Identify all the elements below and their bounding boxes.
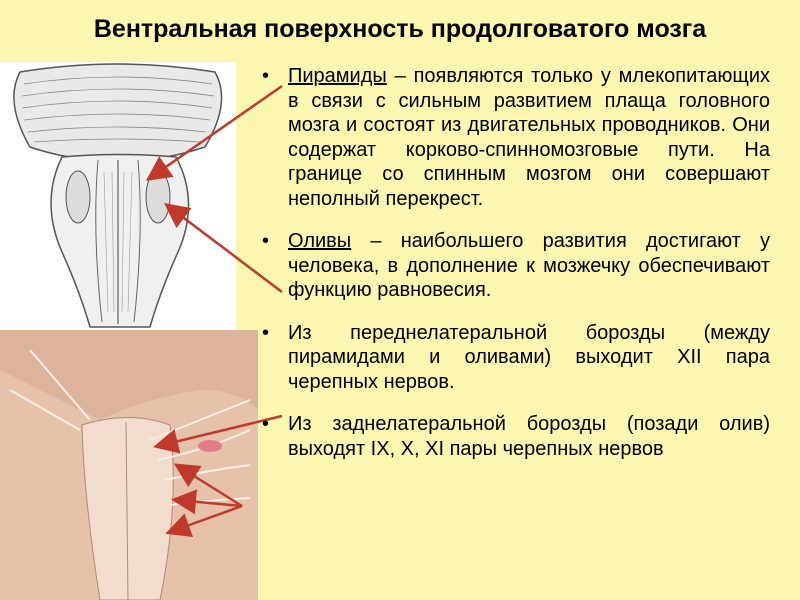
medulla-anatomy-image bbox=[0, 330, 258, 600]
text-olives: – наибольшего развития достигают у человека, в дополнение к мозжечку обеспечивают функцию равновесия. bbox=[288, 230, 770, 301]
text-anterolateral-sulcus: Из переднелатеральной борозды (между пирамидами и оливами) выходит XII пара черепных нервов. bbox=[288, 321, 770, 393]
bullet-glyph: • bbox=[262, 413, 270, 435]
slide-title: Вентральная поверхность продолговатого мозга bbox=[93, 15, 707, 43]
bullet-glyph: • bbox=[262, 230, 270, 252]
bullet-posterolateral-sulcus bbox=[262, 412, 770, 461]
text-posterolateral-sulcus: Из заднелатеральной борозды (позади олив) выходят IX, X, XI пары черепных нервов bbox=[288, 413, 770, 460]
bullet-pyramids bbox=[262, 64, 770, 211]
term-pyramids: Пирамиды bbox=[288, 65, 387, 87]
text-pyramids: – появляются только у млекопитающих в связи с сильным развитием плаща головного мозга и состоят из двигательных проводников. Они содержат корково-спинномозговые пути. На границе со спинным мозгом они совершают неполный перекрест. bbox=[288, 65, 770, 210]
bullet-anterolateral-sulcus bbox=[262, 321, 770, 395]
bullet-glyph: • bbox=[262, 65, 270, 87]
bullet-glyph: • bbox=[262, 321, 270, 344]
bullet-list bbox=[262, 64, 770, 479]
brainstem-drawing bbox=[0, 62, 236, 330]
bullet-olives bbox=[262, 229, 770, 303]
term-olives: Оливы bbox=[288, 230, 352, 252]
